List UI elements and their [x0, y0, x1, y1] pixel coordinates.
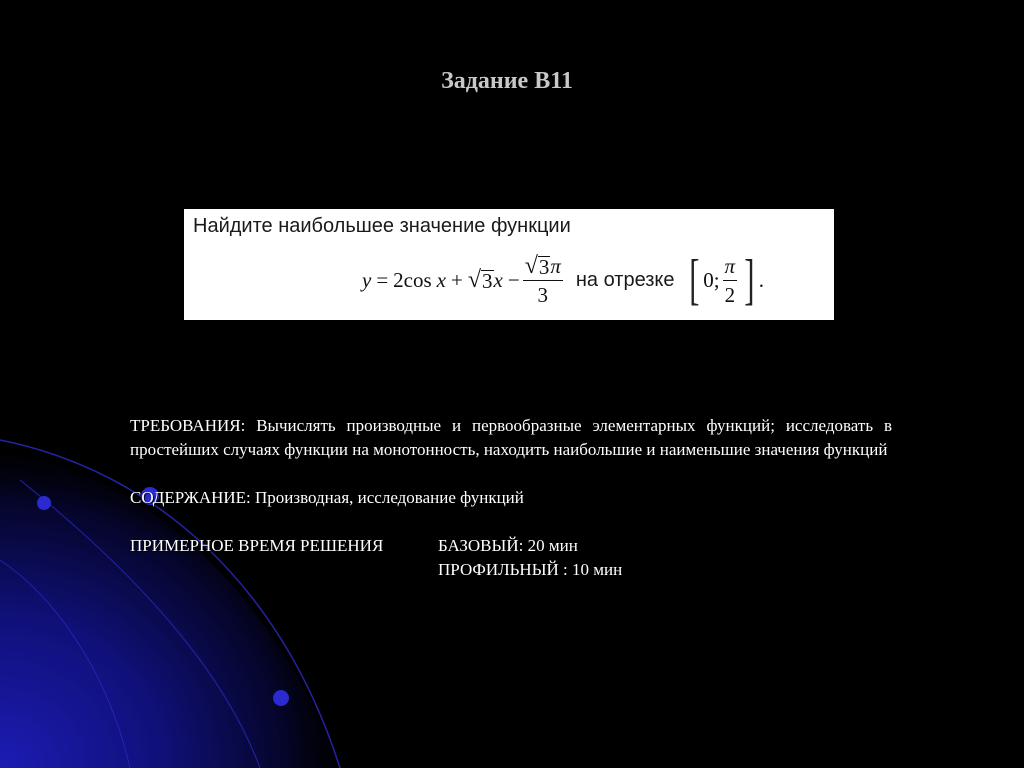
formula-term-var: x — [493, 267, 503, 292]
task-card — [184, 209, 834, 320]
right-bracket-icon: ] — [744, 249, 755, 311]
formula-sqrt — [468, 269, 494, 291]
formula-plus: + — [451, 267, 463, 292]
requirements-text: ТРЕБОВАНИЯ: Вычислять производные и первообразные элементарных функций; исследовать в простейших случаях функции на монотонность, находить наибольшие и наименьшие значения функций — [130, 416, 892, 459]
decor-dot — [273, 690, 289, 706]
interval-start: 0; — [703, 267, 720, 292]
interval-numerator: π — [723, 253, 738, 281]
formula-minus: − — [507, 267, 520, 292]
segment-label: на отрезке — [575, 268, 675, 291]
content-text: СОДЕРЖАНИЕ: Производная, исследование функций — [130, 488, 524, 507]
slide-body — [130, 414, 892, 582]
solve-time-block — [130, 534, 892, 582]
interval-fraction — [723, 253, 738, 308]
formula-end: . — [758, 267, 764, 292]
interval-denominator: 2 — [724, 282, 736, 307]
sqrt-sign-icon: √ — [467, 267, 482, 293]
fraction-pi: π — [550, 253, 561, 278]
solve-time-label: ПРИМЕРНОЕ ВРЕМЯ РЕШЕНИЯ — [130, 536, 384, 555]
solve-time-base: БАЗОВЫЙ: 20 мин — [438, 536, 578, 555]
sqrt-sign-icon: √ — [524, 252, 538, 279]
formula-coef: 2 — [393, 267, 404, 292]
solve-time-profile: ПРОФИЛЬНЫЙ : 10 мин — [438, 560, 623, 579]
slide-title: Задание В11 — [441, 68, 573, 94]
decor-dot — [37, 496, 51, 510]
left-bracket-icon: [ — [688, 249, 700, 311]
formula-lhs: y — [362, 267, 372, 292]
formula-eq: = — [376, 267, 389, 292]
fraction-sqrt-arg: 3 — [538, 254, 550, 279]
formula-fraction — [523, 253, 563, 308]
formula-fn: cos — [403, 267, 432, 292]
sqrt-arg: 3 — [482, 269, 493, 293]
task-intro: Найдите наибольшее значение функции — [193, 215, 571, 237]
formula-var: x — [436, 267, 446, 292]
task-formula — [362, 245, 764, 315]
fraction-denominator: 3 — [537, 282, 549, 307]
